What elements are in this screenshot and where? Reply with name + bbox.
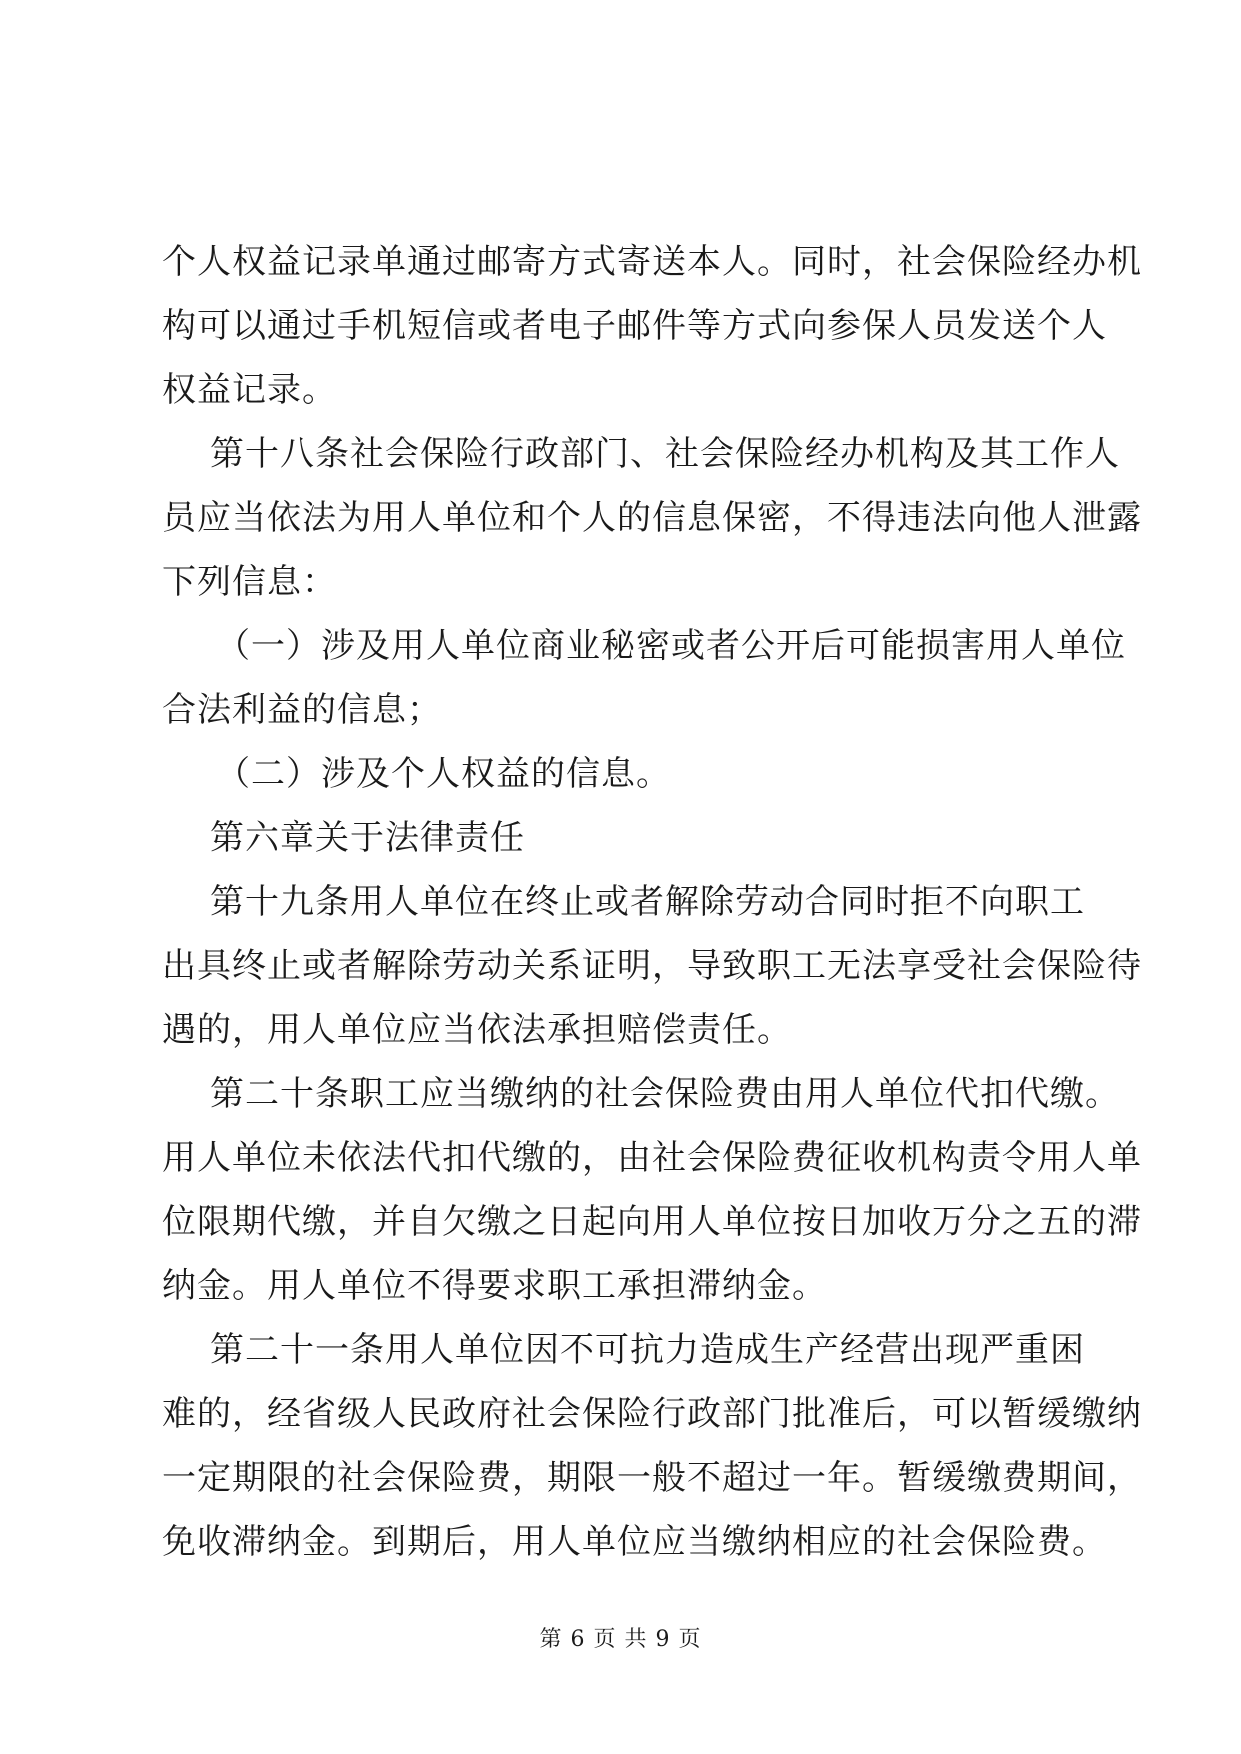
body-line: 第二十一条用人单位因不可抗力造成生产经营出现严重困: [210, 1330, 1085, 1370]
section-heading: 第六章关于法律责任: [210, 818, 525, 858]
body-line: 位限期代缴，并自欠缴之日起向用人单位按日加收万分之五的滞: [162, 1202, 1142, 1242]
body-line: 构可以通过手机短信或者电子邮件等方式向参保人员发送个人: [162, 306, 1107, 346]
body-line: 权益记录。: [162, 370, 337, 410]
body-line: 出具终止或者解除劳动关系证明，导致职工无法享受社会保险待: [162, 946, 1142, 986]
body-line: 合法利益的信息；: [162, 690, 442, 730]
body-line: 第十八条社会保险行政部门、社会保险经办机构及其工作人: [210, 434, 1120, 474]
body-line: 遇的，用人单位应当依法承担赔偿责任。: [162, 1010, 792, 1050]
body-line: （二）涉及个人权益的信息。: [216, 754, 671, 794]
body-line: 个人权益记录单通过邮寄方式寄送本人。同时，社会保险经办机: [162, 242, 1142, 282]
body-line: 第二十条职工应当缴纳的社会保险费由用人单位代扣代缴。: [210, 1074, 1120, 1114]
document-body: [162, 230, 1142, 1574]
body-line: 难的，经省级人民政府社会保险行政部门批准后，可以暂缓缴纳: [162, 1394, 1142, 1434]
body-line: 一定期限的社会保险费，期限一般不超过一年。暂缓缴费期间，: [162, 1458, 1142, 1498]
body-line: 用人单位未依法代扣代缴的，由社会保险费征收机构责令用人单: [162, 1138, 1142, 1178]
body-line: 纳金。用人单位不得要求职工承担滞纳金。: [162, 1266, 827, 1306]
body-line: 第十九条用人单位在终止或者解除劳动合同时拒不向职工: [210, 882, 1085, 922]
body-line: 免收滞纳金。到期后，用人单位应当缴纳相应的社会保险费。: [162, 1522, 1107, 1562]
body-line: 员应当依法为用人单位和个人的信息保密，不得违法向他人泄露: [162, 498, 1142, 538]
body-line: （一）涉及用人单位商业秘密或者公开后可能损害用人单位: [216, 626, 1126, 666]
page-number-footer: 第 6 页 共 9 页: [539, 1627, 702, 1652]
body-line: 下列信息：: [162, 562, 337, 602]
